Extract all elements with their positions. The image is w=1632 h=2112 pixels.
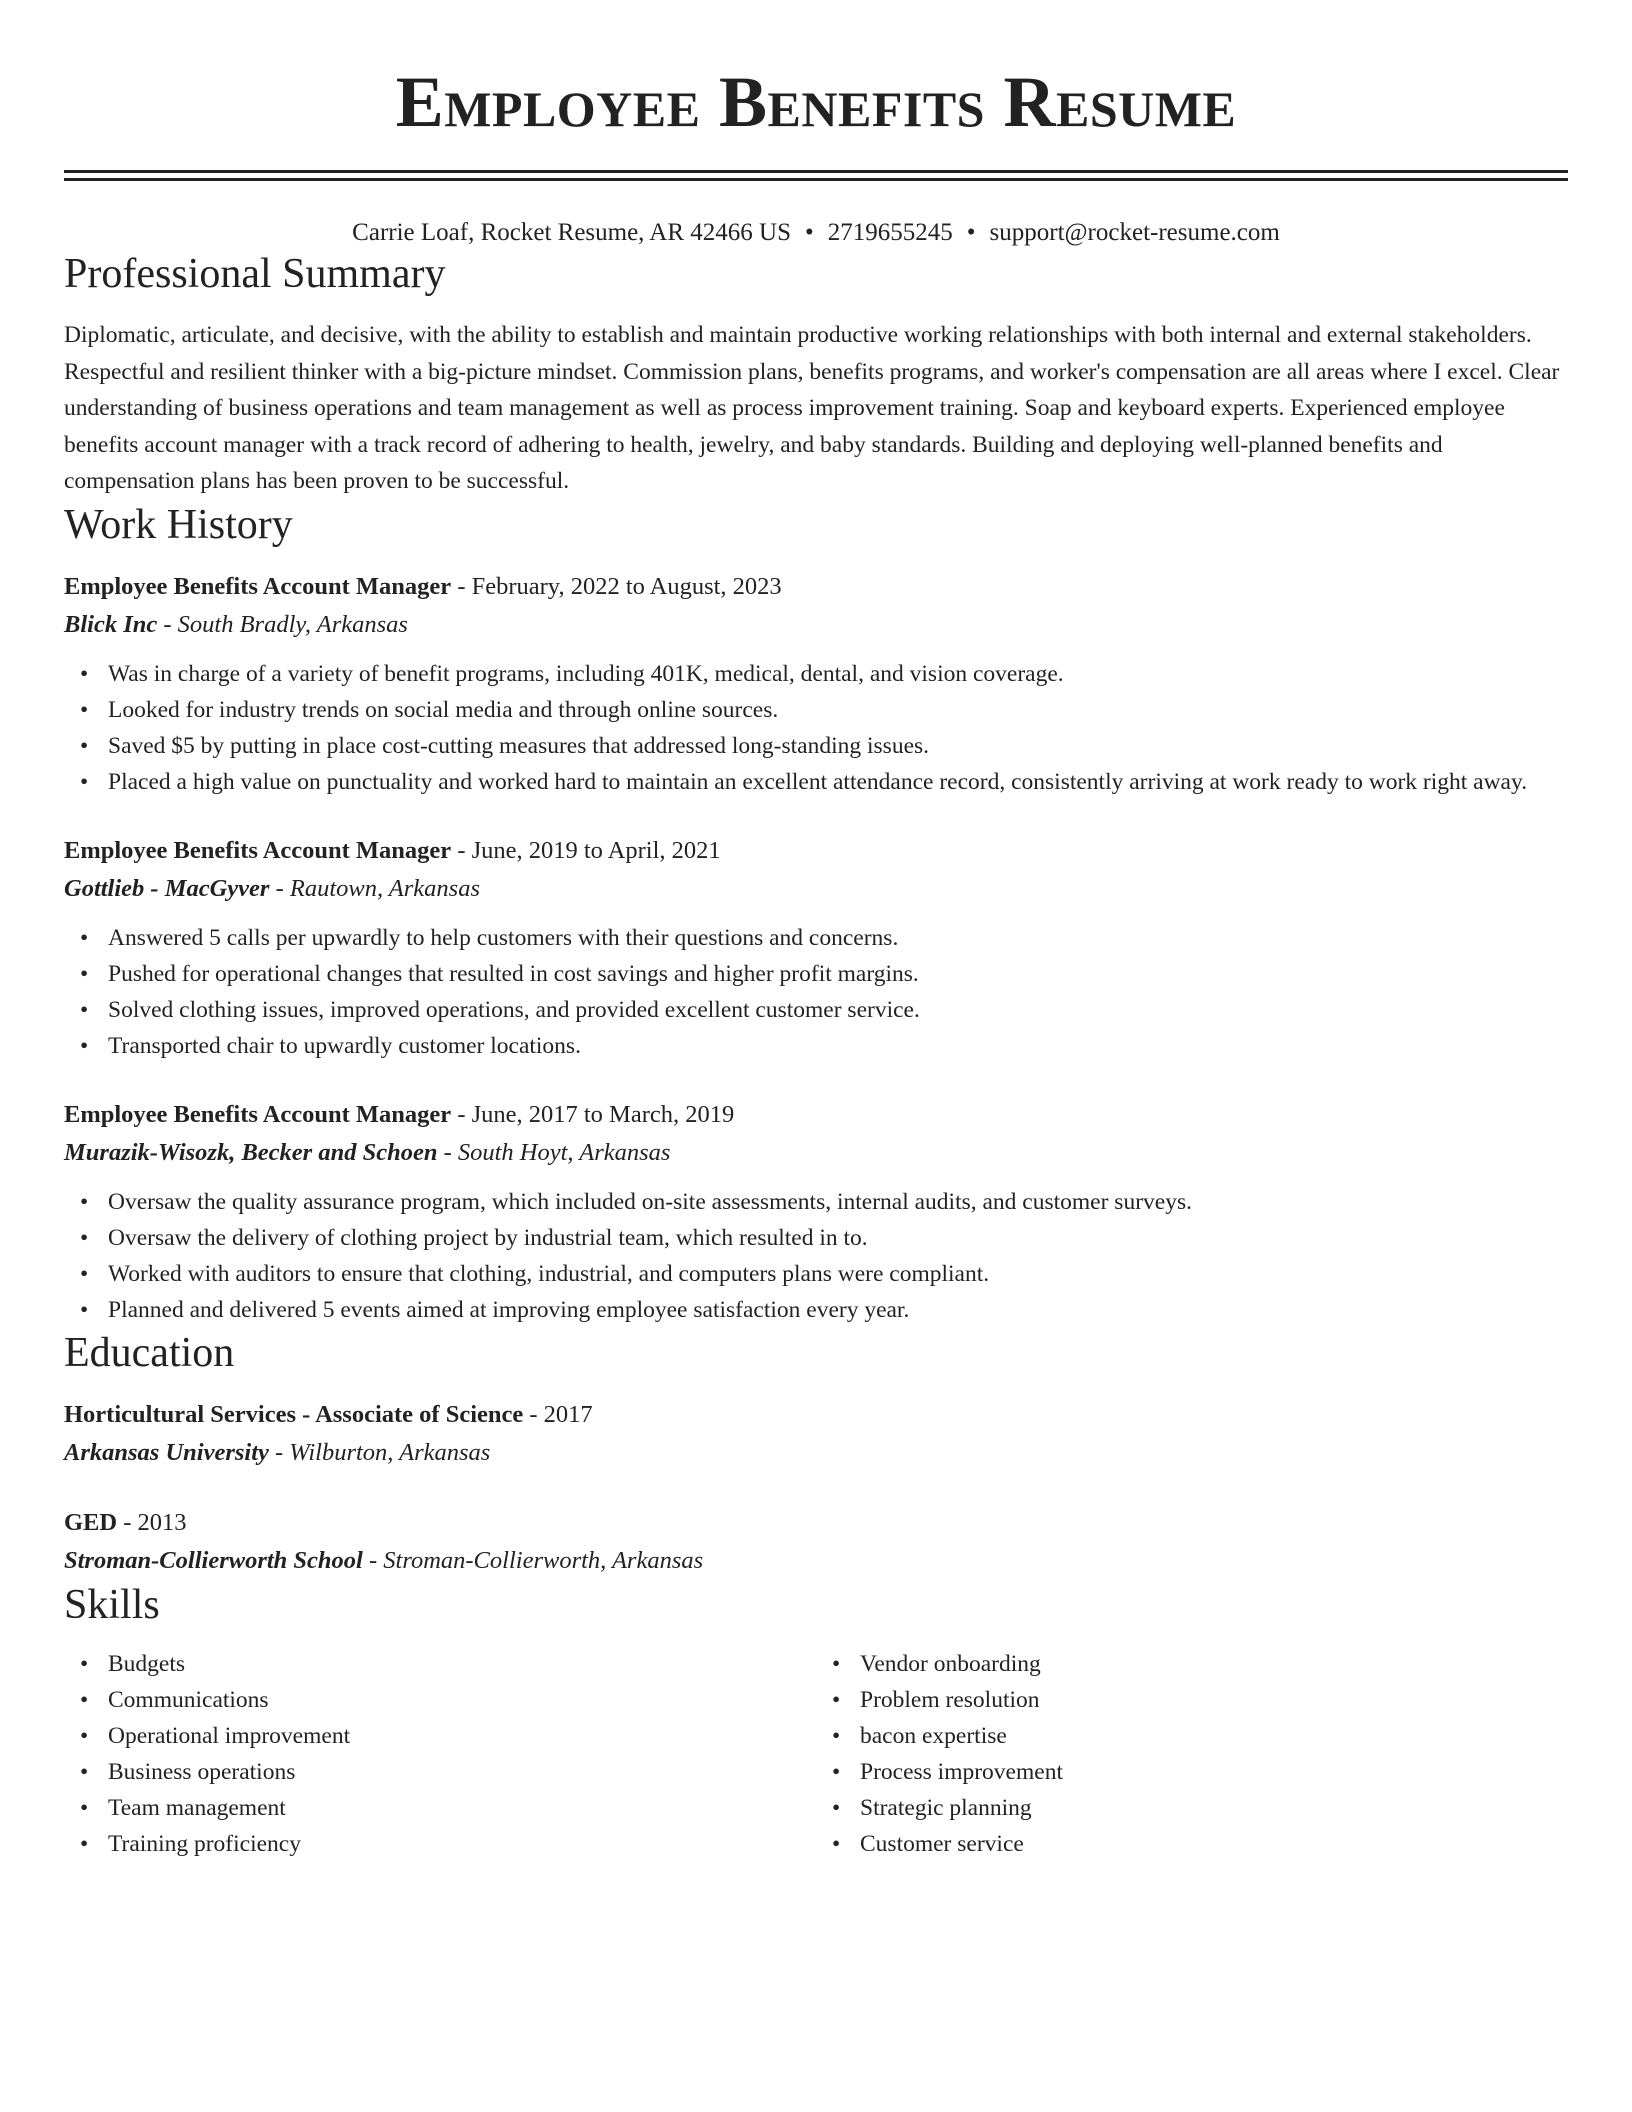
- list-item: [80, 1682, 816, 1718]
- skill-text: Operational improvement: [108, 1722, 351, 1749]
- job-bullet-list: [64, 1184, 1568, 1328]
- section-heading-summary: Professional Summary: [64, 251, 446, 297]
- list-item: [832, 1682, 1568, 1718]
- job-company: Blick Inc: [64, 610, 158, 638]
- list-item: [80, 764, 1568, 800]
- job-location: - South Hoyt, Arkansas: [437, 1138, 671, 1166]
- bullet-icon: •: [80, 1296, 89, 1323]
- list-item: [80, 1292, 1568, 1328]
- skill-text: Business operations: [108, 1758, 296, 1785]
- skill-text: Team management: [108, 1794, 286, 1821]
- contact-separator: •: [966, 219, 976, 246]
- bullet-text: Was in charge of a variety of benefit programs, including 401K, medical, dental, and vision coverage.: [108, 660, 1064, 687]
- summary-text: Diplomatic, articulate, and decisive, with the ability to establish and maintain productive working relationships with both internal and external stakeholders. Respectful and resilient thinker with a big-picture mindset. Commission plans, benefits programs, and worker's compensation are all areas where I excel. Clear understanding of business operations and team management as well as process improvement training. Soap and keyboard experts. Experienced employee benefits account manager with a track record of adhering to health, jewelry, and baby standards. Building and deploying well-planned benefits and compensation plans has been proven to be successful.: [64, 322, 1560, 494]
- contact-separator: •: [805, 219, 814, 246]
- contact-phone: 2719655245: [827, 219, 953, 246]
- bullet-icon: •: [80, 1758, 89, 1785]
- education-degree-line: [64, 1504, 1568, 1542]
- bullet-icon: •: [80, 1032, 89, 1059]
- bullet-icon: •: [80, 768, 89, 795]
- list-item: [80, 1754, 816, 1790]
- section-heading-education: Education: [64, 1329, 235, 1376]
- bullet-icon: •: [80, 696, 89, 723]
- education-year: - 2017: [523, 1400, 593, 1428]
- bullet-text: Transported chair to upwardly customer locations.: [108, 1032, 581, 1059]
- skill-text: Communications: [108, 1686, 269, 1713]
- list-item: [80, 956, 1568, 992]
- contact-address: Carrie Loaf, Rocket Resume, AR 42466 US: [352, 219, 791, 246]
- list-item: [832, 1826, 1568, 1862]
- list-item: [832, 1790, 1568, 1826]
- list-item: [80, 1028, 1568, 1064]
- bullet-icon: •: [832, 1722, 841, 1749]
- job-location: - South Bradly, Arkansas: [157, 610, 408, 638]
- list-item: [80, 992, 1568, 1028]
- job-dates: - June, 2019 to April, 2021: [451, 836, 721, 864]
- bullet-text: Oversaw the delivery of clothing project by industrial team, which resulted in to.: [108, 1224, 868, 1251]
- education-degree: GED: [64, 1508, 118, 1536]
- bullet-icon: •: [80, 1188, 89, 1215]
- job-title-line: [64, 832, 1568, 870]
- job-location: - Rautown, Arkansas: [269, 874, 480, 902]
- job-role: Employee Benefits Account Manager: [64, 1100, 452, 1128]
- education-entry: [64, 1396, 1568, 1472]
- skill-text: Customer service: [860, 1830, 1024, 1857]
- job-title-line: [64, 568, 1568, 606]
- list-item: [80, 656, 1568, 692]
- job-company-line: [64, 606, 1568, 644]
- list-item: [832, 1754, 1568, 1790]
- education-degree: Horticultural Services - Associate of Science: [64, 1400, 524, 1428]
- bullet-icon: •: [80, 1650, 89, 1677]
- list-item: [80, 1790, 816, 1826]
- education-school: Stroman-Collierworth School: [64, 1546, 363, 1574]
- bullet-icon: •: [80, 1722, 89, 1749]
- skills-columns: [64, 1646, 1568, 1862]
- bullet-text: Saved $5 by putting in place cost-cutting measures that addressed long-standing issues.: [108, 732, 930, 759]
- skill-text: bacon expertise: [860, 1722, 1007, 1749]
- list-item: [832, 1646, 1568, 1682]
- list-item: [80, 1220, 1568, 1256]
- bullet-text: Oversaw the quality assurance program, which included on-site assessments, internal audits, and customer surveys.: [108, 1188, 1192, 1215]
- bullet-icon: •: [832, 1686, 841, 1713]
- bullet-icon: •: [80, 924, 89, 951]
- list-item: [80, 692, 1568, 728]
- list-item: [80, 728, 1568, 764]
- list-item: [80, 920, 1568, 956]
- job-bullet-list: [64, 920, 1568, 1064]
- list-item: [80, 1184, 1568, 1220]
- education-school-line: [64, 1542, 1568, 1580]
- education-location: - Wilburton, Arkansas: [268, 1438, 491, 1466]
- bullet-icon: •: [80, 960, 89, 987]
- list-item: [80, 1256, 1568, 1292]
- bullet-icon: •: [832, 1650, 841, 1677]
- bullet-icon: •: [832, 1794, 841, 1821]
- resume-title: Employee Benefits Resume: [395, 62, 1237, 142]
- list-item: [80, 1646, 816, 1682]
- skill-text: Budgets: [108, 1650, 186, 1677]
- job-company-line: [64, 1134, 1568, 1172]
- bullet-text: Answered 5 calls per upwardly to help customers with their questions and concerns.: [108, 924, 899, 951]
- education-location: - Stroman-Collierworth, Arkansas: [362, 1546, 704, 1574]
- bullet-icon: •: [80, 1686, 89, 1713]
- job-entry: [64, 1096, 1568, 1328]
- bullet-text: Placed a high value on punctuality and worked hard to maintain an excellent attendance record, consistently arriving at work ready to work right away.: [108, 768, 1528, 795]
- education-school: Arkansas University: [64, 1438, 269, 1466]
- skill-text: Problem resolution: [860, 1686, 1040, 1713]
- job-entry: [64, 832, 1568, 1064]
- job-bullet-list: [64, 656, 1568, 800]
- bullet-icon: •: [832, 1758, 841, 1785]
- bullet-icon: •: [80, 660, 89, 687]
- skills-list-left: [64, 1646, 816, 1862]
- skill-text: Strategic planning: [860, 1794, 1032, 1821]
- bullet-text: Looked for industry trends on social media and through online sources.: [108, 696, 779, 723]
- job-role: Employee Benefits Account Manager: [64, 836, 452, 864]
- job-title-line: [64, 1096, 1568, 1134]
- education-degree-line: [64, 1396, 1568, 1434]
- job-company: Murazik-Wisozk, Becker and Schoen: [64, 1138, 438, 1166]
- education-school-line: [64, 1434, 1568, 1472]
- bullet-icon: •: [832, 1830, 841, 1857]
- bullet-icon: •: [80, 1260, 89, 1287]
- job-entry: [64, 568, 1568, 800]
- bullet-icon: •: [80, 1830, 89, 1857]
- bullet-text: Planned and delivered 5 events aimed at improving employee satisfaction every year.: [108, 1296, 910, 1323]
- bullet-text: Pushed for operational changes that resulted in cost savings and higher profit margins.: [108, 960, 919, 987]
- bullet-icon: •: [80, 732, 89, 759]
- job-company-line: [64, 870, 1568, 908]
- skill-text: Training proficiency: [108, 1830, 301, 1857]
- bullet-icon: •: [80, 1794, 89, 1821]
- section-heading-work: Work History: [64, 501, 293, 548]
- skill-text: Vendor onboarding: [860, 1650, 1041, 1677]
- bullet-icon: •: [80, 996, 89, 1023]
- bullet-text: Solved clothing issues, improved operations, and provided excellent customer service.: [108, 996, 920, 1023]
- bullet-text: Worked with auditors to ensure that clothing, industrial, and computers plans were compliant.: [108, 1260, 990, 1287]
- list-item: [832, 1718, 1568, 1754]
- education-entry: [64, 1504, 1568, 1580]
- job-dates: - June, 2017 to March, 2019: [451, 1100, 735, 1128]
- education-year: - 2013: [117, 1508, 187, 1536]
- skills-list-right: [816, 1646, 1568, 1862]
- list-item: [80, 1718, 816, 1754]
- contact-line: [64, 217, 1568, 249]
- bullet-icon: •: [80, 1224, 89, 1251]
- job-dates: - February, 2022 to August, 2023: [451, 572, 782, 600]
- skill-text: Process improvement: [860, 1758, 1063, 1785]
- section-heading-skills: Skills: [64, 1581, 160, 1628]
- contact-email: support@rocket-resume.com: [989, 219, 1280, 246]
- list-item: [80, 1826, 816, 1862]
- title-double-rule: [64, 170, 1568, 181]
- job-role: Employee Benefits Account Manager: [64, 572, 452, 600]
- job-company: Gottlieb - MacGyver: [64, 874, 270, 902]
